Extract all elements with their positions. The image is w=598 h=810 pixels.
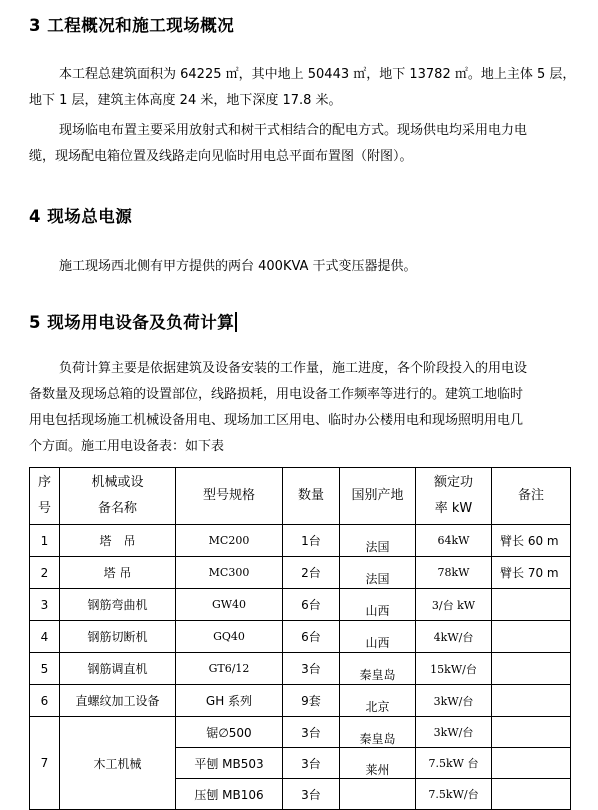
section-3-para-1-line-2: 地下 1 层，建筑主体高度 24 米，地下深度 17.8 米。 (29, 93, 342, 108)
table-row (30, 589, 571, 621)
cell-model: GT6/12 (176, 653, 283, 685)
cell-origin: 莱州 (340, 748, 416, 779)
cell-name: 钢筋调直机 (60, 653, 176, 685)
section-3-para-2-line-1: 现场临电布置主要采用放射式和树干式相结合的配电方式。现场供电均采用电力电 (59, 123, 528, 138)
equipment-table (29, 467, 571, 810)
cell-origin: 法国 (340, 525, 416, 557)
cell-no: 1 (30, 525, 60, 557)
cell-power: 4kW/台 (416, 621, 492, 653)
section-5-para-line-2: 备数量及现场总箱的设置部位，线路损耗，用电设备工作频率等进行的。建筑工地临时 (29, 387, 524, 402)
cell-model: 压刨 MB106 (176, 779, 283, 810)
section-4-heading: 4 现场总电源 (29, 207, 133, 226)
cell-note (492, 685, 571, 717)
section-5-heading-text: 5 现场用电设备及负荷计算 (29, 313, 235, 332)
cell-origin: 山西 (340, 589, 416, 621)
cell-note (492, 717, 571, 748)
table-row (30, 557, 571, 589)
cell-note: 臂长 60 m (492, 525, 571, 557)
section-3-heading: 3 工程概况和施工现场概况 (29, 16, 235, 35)
cell-power: 15kW/台 (416, 653, 492, 685)
cell-no: 2 (30, 557, 60, 589)
cell-note (492, 589, 571, 621)
cell-qty: 9套 (283, 685, 340, 717)
header-note: 备注 (492, 468, 571, 525)
cell-name: 木工机械 (60, 717, 176, 810)
cell-name: 钢筋切断机 (60, 621, 176, 653)
text-cursor (235, 312, 237, 332)
cell-power: 3/台 kW (416, 589, 492, 621)
cell-model: MC300 (176, 557, 283, 589)
header-name: 机械或设 备名称 (60, 468, 176, 525)
header-power: 额定功 率 kW (416, 468, 492, 525)
header-origin: 国别产地 (340, 468, 416, 525)
cell-origin: 秦皇岛 (340, 653, 416, 685)
table-row (30, 525, 571, 557)
cell-name: 塔 吊 (60, 557, 176, 589)
cell-name: 塔 吊 (60, 525, 176, 557)
section-5-para-line-1: 负荷计算主要是依据建筑及设备安装的工作量，施工进度，各个阶段投入的用电设 (59, 361, 528, 376)
cell-model: GQ40 (176, 621, 283, 653)
cell-power: 3kW/台 (416, 717, 492, 748)
cell-qty: 6台 (283, 589, 340, 621)
cell-model: MC200 (176, 525, 283, 557)
cell-no: 7 (30, 717, 60, 810)
header-model: 型号规格 (176, 468, 283, 525)
cell-no: 4 (30, 621, 60, 653)
cell-model: GW40 (176, 589, 283, 621)
cell-qty: 2台 (283, 557, 340, 589)
cell-power: 3kW/台 (416, 685, 492, 717)
cell-note (492, 653, 571, 685)
cell-no: 5 (30, 653, 60, 685)
cell-no: 3 (30, 589, 60, 621)
cell-power: 7.5kW/台 (416, 779, 492, 810)
cell-origin: 北京 (340, 685, 416, 717)
cell-power: 78kW (416, 557, 492, 589)
cell-model: GH 系列 (176, 685, 283, 717)
section-5-para-line-3: 用电包括现场施工机械设备用电、现场加工区用电、临时办公楼用电和现场照明用电几 (29, 413, 524, 428)
cell-note (492, 621, 571, 653)
cell-name: 直螺纹加工设备 (60, 685, 176, 717)
cell-origin: 山西 (340, 621, 416, 653)
cell-qty: 3台 (283, 748, 340, 779)
table-row (30, 653, 571, 685)
section-5-heading (29, 309, 237, 333)
section-5-para-line-4: 个方面。施工用电设备表：如下表 (29, 439, 225, 454)
cell-note (492, 779, 571, 810)
cell-power: 7.5kW 台 (416, 748, 492, 779)
cell-qty: 3台 (283, 717, 340, 748)
cell-qty: 1台 (283, 525, 340, 557)
table-row (30, 685, 571, 717)
cell-qty: 3台 (283, 779, 340, 810)
cell-origin: 法国 (340, 557, 416, 589)
section-4-para-1: 施工现场西北侧有甲方提供的两台 400KVA 干式变压器提供。 (59, 259, 417, 274)
header-no: 序 号 (30, 468, 60, 525)
cell-model: 平刨 MB503 (176, 748, 283, 779)
cell-model: 锯∅500 (176, 717, 283, 748)
cell-no: 6 (30, 685, 60, 717)
cell-note (492, 748, 571, 779)
cell-note: 臂长 70 m (492, 557, 571, 589)
cell-origin (340, 779, 416, 810)
section-3-para-2-line-2: 缆，现场配电箱位置及线路走向见临时用电总平面布置图（附图）。 (29, 149, 413, 164)
table-row (30, 717, 571, 748)
cell-power: 64kW (416, 525, 492, 557)
cell-qty: 3台 (283, 653, 340, 685)
table-header-row (30, 468, 571, 525)
cell-qty: 6台 (283, 621, 340, 653)
section-3-para-1-line-1: 本工程总建筑面积为 64225 ㎡，其中地上 50443 ㎡，地下 13782 ㎡。地上主体 5 层， (59, 67, 576, 82)
header-qty: 数量 (283, 468, 340, 525)
cell-name: 钢筋弯曲机 (60, 589, 176, 621)
cell-origin: 秦皇岛 (340, 717, 416, 748)
table-row (30, 621, 571, 653)
